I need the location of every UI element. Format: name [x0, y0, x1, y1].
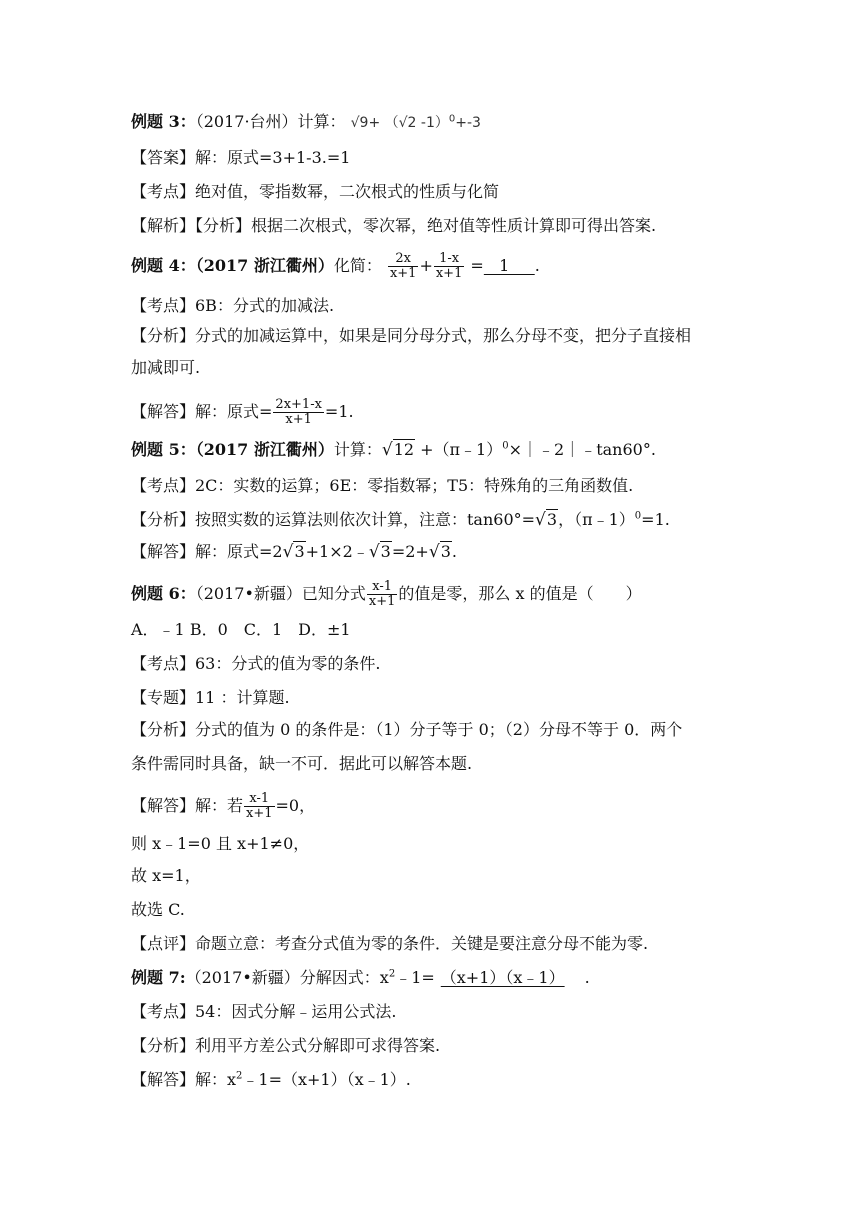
example-6-points: 【考点】63：分式的值为零的条件.: [131, 654, 381, 673]
example-7-points: 【考点】54：因式分解﹣运用公式法.: [131, 1002, 397, 1021]
example-7-question: 例题 7:（2017•新疆）分解因式：$x^2﹣1=$ （x+1）（x﹣1） .: [131, 968, 590, 987]
fraction: $\frac{x-1}{x+1}$: [246, 791, 273, 821]
example-3-source: （2017·台州）计算：: [195, 112, 346, 131]
example-3-points: 【考点】绝对值，零指数幂，二次根式的性质与化简: [131, 182, 500, 201]
example-4-analysis-line1: 【分析】分式的加减运算中，如果是同分母分式，那么分母不变，把分子直接相: [131, 326, 692, 345]
example-5-analysis: 【分析】按照实数的运算法则依次计算，注意：tan60°=√3，（π﹣1）$^0$=1.: [131, 510, 670, 530]
example-6-label: 例题 6：: [131, 584, 196, 603]
example-6-analysis-line1: 【分析】分式的值为 0 的条件是：（1）分子等于 0；（2）分母不等于 0．两个: [131, 720, 683, 739]
example-5-question: 例题 5：（2017 浙江衢州）计算：√12 +（π﹣1）$^0$×｜﹣2｜﹣tan60°.: [131, 440, 656, 460]
example-6-step1: 则 x﹣1=0 且 x+1≠0，: [131, 834, 310, 853]
sqrt: √3: [428, 542, 451, 562]
example-6-options: A．﹣1 B．0 C．1 D．±1: [131, 620, 351, 639]
sqrt: √3: [368, 542, 391, 562]
example-4-question: 例题 4：（2017 浙江衢州）化简： $\frac{2x}{x+1}$ + $\frac{1-x}{x+1}$ = 1 .: [131, 251, 540, 281]
example-6-solution: 【解答】解：若 $\frac{x-1}{x+1}$ =0，: [131, 791, 316, 821]
example-6-step2: 故 x=1，: [131, 866, 201, 885]
example-7-label: 例题 7:: [131, 968, 186, 987]
fraction: $\frac{1-x}{x+1}$: [435, 251, 463, 281]
sqrt: √3: [535, 510, 558, 530]
answer-blank: 1: [483, 256, 535, 275]
example-4-analysis-line2: 加减即可.: [131, 358, 201, 377]
example-7-analysis: 【分析】利用平方差公式分解即可求得答案.: [131, 1036, 441, 1055]
example-4-source: （2017 浙江衢州）: [195, 256, 334, 275]
example-3-analysis: 【解析】【分析】根据二次根式，零次幂，绝对值等性质计算即可得出答案.: [131, 216, 657, 235]
fraction: $\frac{2x}{x+1}$: [389, 251, 417, 281]
sqrt: √3: [282, 542, 305, 562]
example-6-analysis-line2: 条件需同时具备，缺一不可．据此可以解答本题.: [131, 754, 473, 773]
fraction: $\frac{x-1}{x+1}$: [368, 579, 396, 609]
example-3-question: [131, 112, 800, 133]
example-3-label: 例题 3：: [131, 112, 196, 131]
example-6-comment: 【点评】命题立意：考查分式值为零的条件．关键是要注意分母不能为零.: [131, 934, 649, 953]
example-4-points: 【考点】6B：分式的加减法.: [131, 296, 335, 315]
example-3-answer: 【答案】解：原式=3+1-3.=1: [131, 148, 351, 167]
example-7-solution: 【解答】解：$x^2﹣1=(x+1)(x﹣1)$.: [131, 1070, 411, 1089]
example-3-expression: √9+ （√2 -1）$^0$+-3: [350, 113, 481, 131]
sqrt: √12: [381, 440, 415, 460]
answer-blank: （x+1）（x﹣1）: [440, 968, 565, 987]
example-4-label: 例题 4：: [131, 256, 196, 275]
example-5-label: 例题 5：: [131, 440, 196, 459]
example-6-question: 例题 6：（2017•新疆）已知分式 $\frac{x-1}{x+1}$ 的值是零，那么 x 的值是（ ）: [131, 579, 642, 609]
example-6-step3: 故选 C.: [131, 900, 185, 919]
example-4-solution: 【解答】解：原式= $\frac{2x+1-x}{x+1}$ =1.: [131, 397, 354, 427]
example-6-topic: 【专题】11 ：计算题.: [131, 688, 290, 707]
fraction: $\frac{2x+1-x}{x+1}$: [275, 397, 322, 427]
example-5-points: 【考点】2C：实数的运算；6E：零指数幂；T5：特殊角的三角函数值.: [131, 476, 634, 495]
example-5-solution: 【解答】解：原式=2√3+1×2﹣√3=2+√3.: [131, 542, 457, 562]
